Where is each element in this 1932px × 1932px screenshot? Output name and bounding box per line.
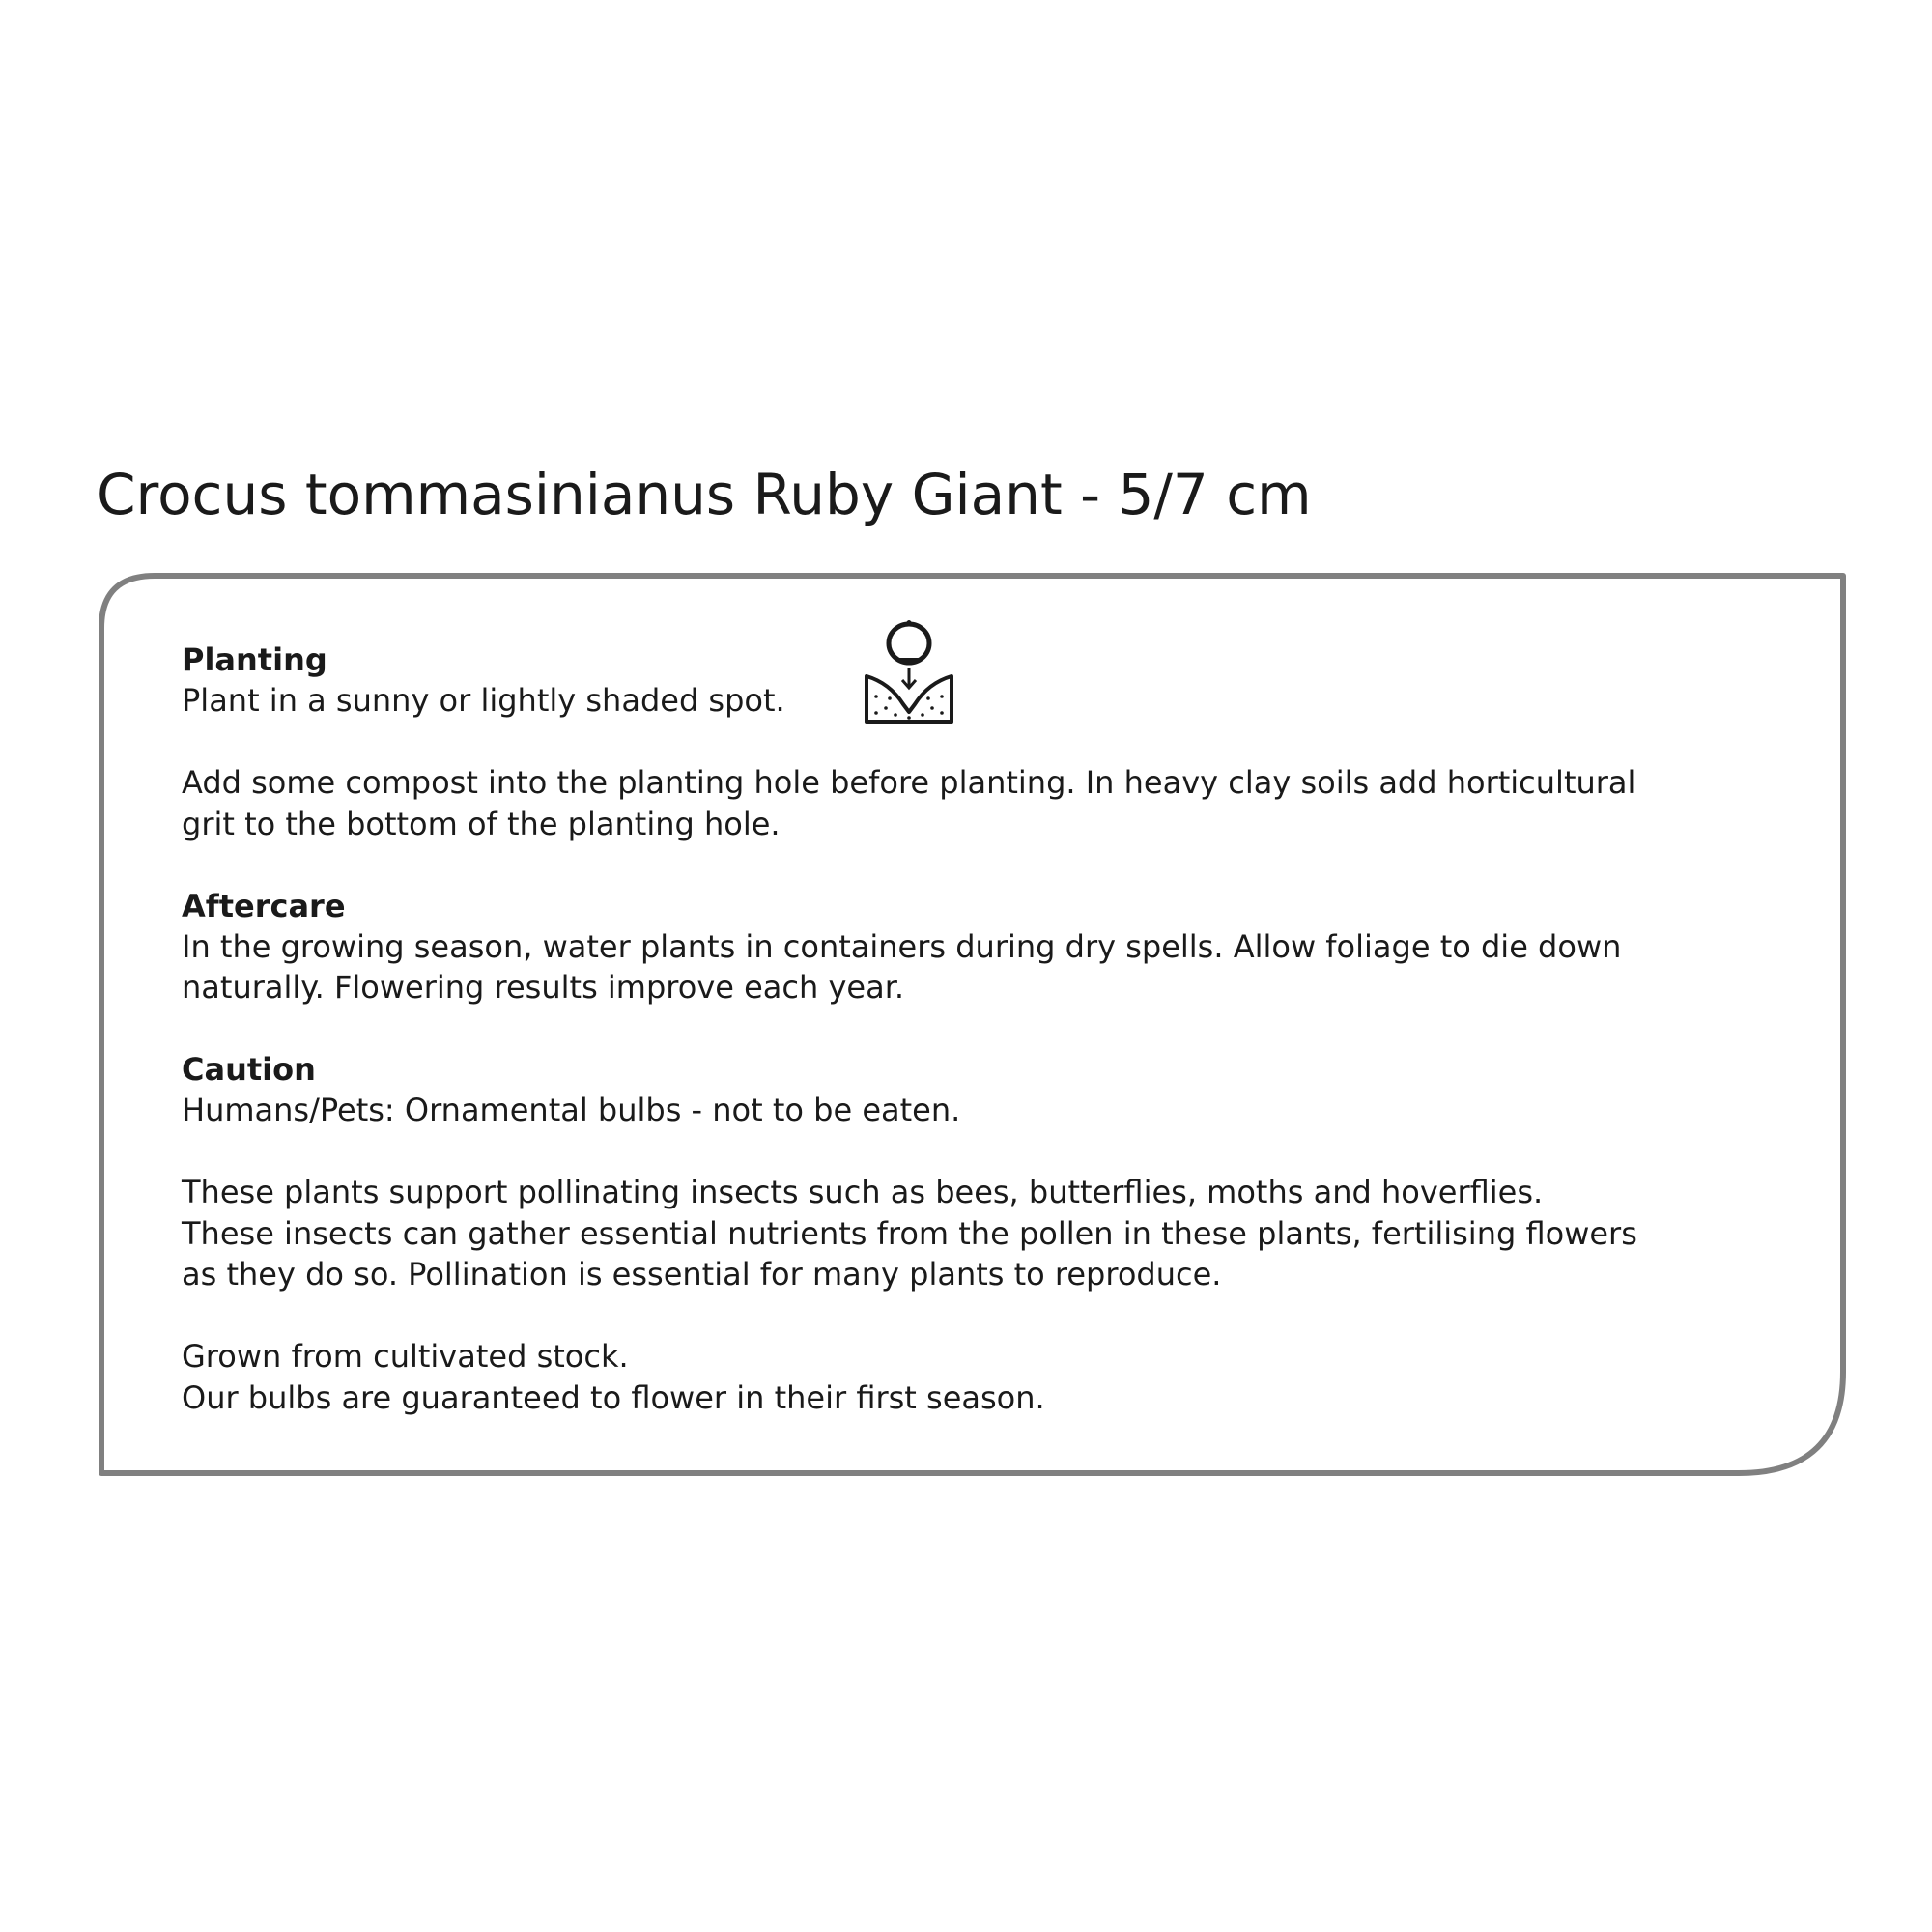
stock-text-line1: Grown from cultivated stock. [182, 1338, 629, 1375]
planting-text: Plant in a sunny or lightly shaded spot. [182, 682, 785, 719]
planting-heading: Planting [182, 641, 327, 678]
aftercare-heading: Aftercare [182, 887, 346, 924]
caution-section [182, 1049, 1785, 1131]
aftercare-section [182, 886, 1785, 1009]
planting-section [182, 639, 1785, 844]
pollinators-text-line3: as they do so. Pollination is essential for many plants to reproduce. [182, 1256, 1222, 1293]
caution-text: Humans/Pets: Ornamental bulbs - not to be eaten. [182, 1092, 961, 1128]
page-title: Crocus tommasinianus Ruby Giant - 5/7 cm [97, 462, 1312, 527]
planting-compost-text-line2: grit to the bottom of the planting hole. [182, 805, 781, 842]
pollinators-text-line1: These plants support pollinating insects such as bees, butterflies, moths and hoverflies. [182, 1174, 1544, 1210]
planting-compost-text-line1: Add some compost into the planting hole before planting. In heavy clay soils add horticultural [182, 764, 1636, 801]
pollinators-section [182, 1172, 1785, 1295]
aftercare-text-line2: naturally. Flowering results improve each year. [182, 969, 905, 1006]
aftercare-text-line1: In the growing season, water plants in containers during dry spells. Allow foliage to die down [182, 927, 1622, 965]
info-card-content [182, 639, 1785, 1418]
stock-section [182, 1336, 1785, 1418]
caution-heading: Caution [182, 1051, 316, 1088]
pollinators-text-line2: These insects can gather essential nutrients from the pollen in these plants, fertilising flowers [182, 1214, 1637, 1252]
stock-text-line2: Our bulbs are guaranteed to flower in their first season. [182, 1378, 1045, 1416]
